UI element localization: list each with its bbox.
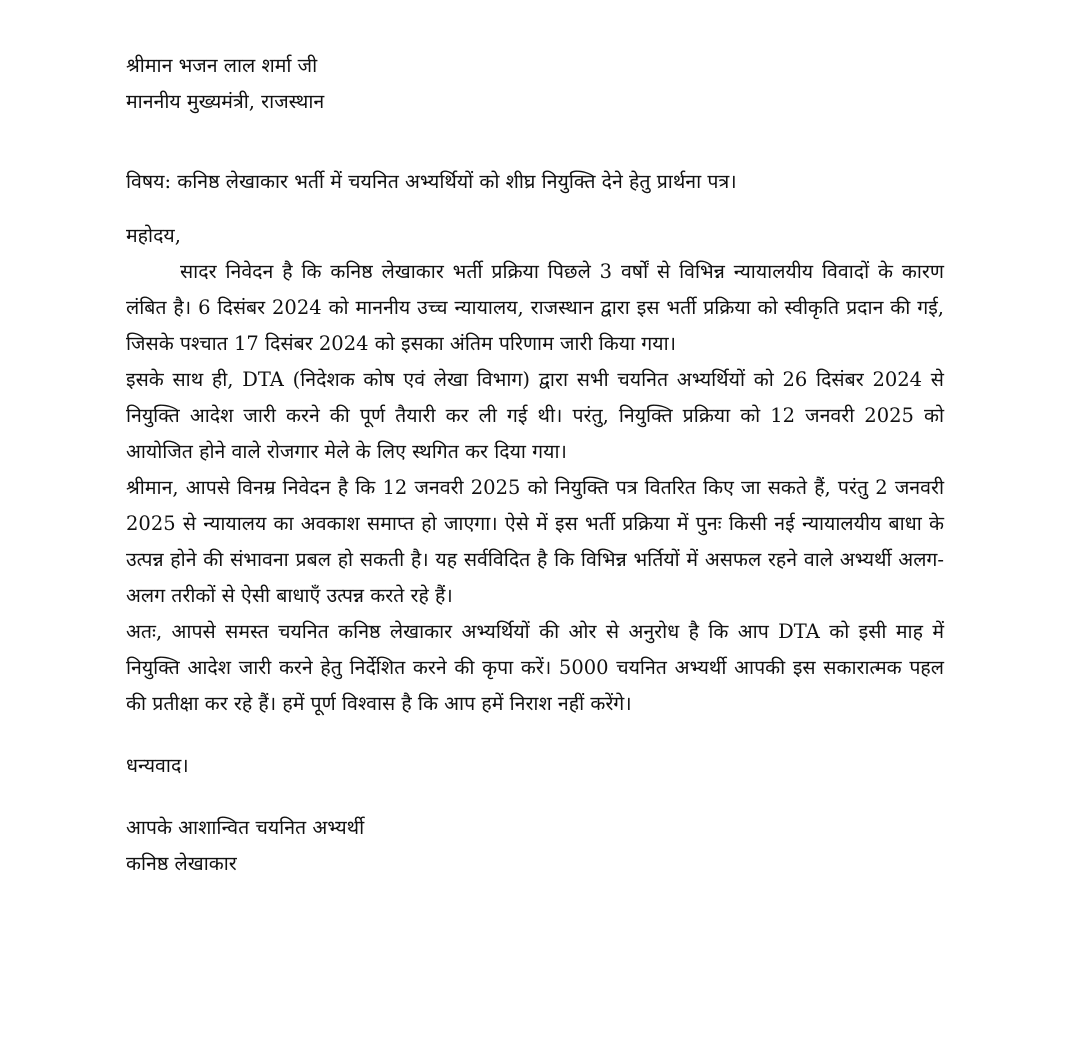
thanks-line: धन्यवाद। xyxy=(126,754,189,777)
recipient-name: श्रीमान भजन लाल शर्मा जी xyxy=(126,54,318,77)
paragraph-1: सादर निवेदन है कि कनिष्ठ लेखाकार भर्ती प्रक्रिया पिछले 3 वर्षों से विभिन्न न्यायालयीय विवादों के कारण लंबित है। 6 दिसंबर 2024 को माननीय उच्च न्यायालय, राजस्थान द्वारा इस भर्ती प्रक्रिया को स्वीकृति प्रदान की गई, जिसके पश्चात 17 दिसंबर 2024 को इसका अंतिम परिणाम जारी किया गया। xyxy=(126,260,944,355)
letter-page xyxy=(126,48,944,882)
paragraph-4: अतः, आपसे समस्त चयनित कनिष्ठ लेखाकार अभ्यर्थियों की ओर से अनुरोध है कि आप DTA को इसी माह में नियुक्ति आदेश जारी करने हेतु निर्देशित करने की कृपा करें। 5000 चयनित अभ्यर्थी आपकी इस सकारात्मक पहल की प्रतीक्षा कर रहे हैं। हमें पूर्ण विश्वास है कि आप हमें निराश नहीं करेंगे। xyxy=(126,620,944,715)
paragraph-2: इसके साथ ही, DTA (निदेशक कोष एवं लेखा विभाग) द्वारा सभी चयनित अभ्यर्थियों को 26 दिसंबर 2024 से नियुक्ति आदेश जारी करने की पूर्ण तैयारी कर ली गई थी। परंतु, नियुक्ति प्रक्रिया को 12 जनवरी 2025 को आयोजित होने वाले रोजगार मेले के लिए स्थगित कर दिया गया। xyxy=(126,368,944,463)
closing-line-1: आपके आशान्वित चयनित अभ्यर्थी xyxy=(126,816,365,839)
closing-line-2: कनिष्ठ लेखाकार xyxy=(126,852,237,875)
recipient-title: माननीय मुख्यमंत्री, राजस्थान xyxy=(126,90,325,113)
paragraph-3: श्रीमान, आपसे विनम्र निवेदन है कि 12 जनवरी 2025 को नियुक्ति पत्र वितरित किए जा सकते हैं, परंतु 2 जनवरी 2025 से न्यायालय का अवकाश समाप्त हो जाएगा। ऐसे में इस भर्ती प्रक्रिया में पुनः किसी नई न्यायालयीय बाधा के उत्पन्न होने की संभावना प्रबल हो सकती है। यह सर्वविदित है कि विभिन्न भर्तियों में असफल रहने वाले अभ्यर्थी अलग-अलग तरीकों से ऐसी बाधाएँ उत्पन्न करते रहे हैं। xyxy=(126,476,944,607)
salutation: महोदय, xyxy=(126,224,181,247)
letter-subject: विषय: कनिष्ठ लेखाकार भर्ती में चयनित अभ्यर्थियों को शीघ्र नियुक्ति देने हेतु प्रार्थना पत्र। xyxy=(126,170,737,193)
